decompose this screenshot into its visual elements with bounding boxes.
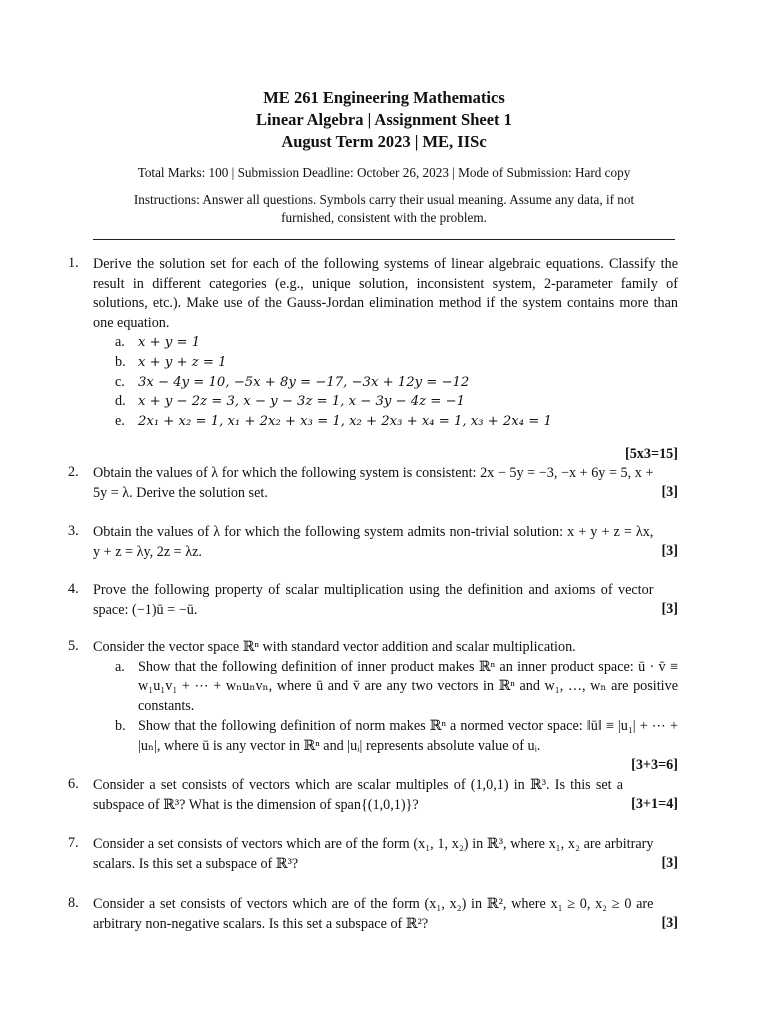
question-part [115, 333, 678, 353]
question-text: [3+1=4] Consider a set consists of vectors which are scalar multiples of (1,0,1) in ℝ³. Is this set a subspace of ℝ³? What is the dimension of span{(1,0,1)}? [93, 777, 678, 813]
part-text: x + y = 1 [138, 335, 201, 350]
question-4 [68, 581, 678, 620]
part-text: Show that the following definition of norm makes ℝⁿ a normed vector space: ‖ū‖ ≡ |u₁| + ⋯ + |uₙ|, where ū is any vector in ℝⁿ and |uᵢ| represents absolute value of uᵢ. [138, 717, 678, 754]
marks: [3] [661, 855, 678, 871]
question-part [115, 373, 678, 393]
part-text: x + y − 2z = 3, x − y − 3z = 1, x − 3y − 4z = −1 [138, 394, 465, 410]
term-title: August Term 2023 | ME, IISc [281, 132, 487, 151]
marks: [3] [661, 601, 678, 617]
part-text: x + y + z = 1 [138, 354, 227, 370]
marks: [3+3=6] [631, 757, 678, 774]
part-text: 3x − 4y = 10, −5x + 8y = −17, −3x + 12y = −12 [138, 374, 470, 390]
question-number: 2. [68, 464, 79, 480]
part-letter: e. [115, 413, 125, 430]
question-number: 5. [68, 638, 79, 654]
part-text: 2x₁ + x₂ = 1, x₁ + 2x₂ + x₃ = 1, x₂ + 2x₃ + x₄ = 1, x₃ + 2x₄ = 1 [138, 414, 552, 430]
sheet-title: Linear Algebra | Assignment Sheet 1 [256, 110, 512, 129]
part-letter: b. [115, 353, 126, 370]
part-letter: d. [115, 393, 126, 410]
question-part [115, 353, 678, 373]
question-text: Consider the vector space ℝⁿ with standard vector addition and scalar multiplication. [93, 639, 576, 655]
part-letter: c. [115, 373, 125, 390]
marks: [5x3=15] [624, 445, 678, 462]
question-part [115, 412, 678, 432]
question-text: [3] Consider a set consists of vectors which are of the form (x₁, 1, x₂) in ℝ³, where x₁, x₂ are arbitrary scalars. Is this set a subspace of ℝ³? [93, 836, 678, 872]
course-title: ME 261 Engineering Mathematics [263, 88, 505, 107]
marks: [3+1=4] [631, 796, 678, 812]
question-6 [68, 776, 678, 815]
question-number: 1. [68, 255, 79, 271]
part-letter: a. [115, 334, 125, 350]
question-number: 4. [68, 581, 79, 597]
question-text: Derive the solution set for each of the following systems of linear algebraic equations. Classify the result in different categories (e.g., unique solution, inconsistent system, 2-parameter family of solutions, etc.). Make use of the Gauss-Jordan elimination method if the system contains more than one equation. [93, 256, 678, 331]
marks: [3] [661, 915, 678, 931]
question-2 [68, 464, 678, 503]
question-text: [3] Obtain the values of λ for which the following system admits non-trivial solution: x + y + z = λx, y + z = λy, 2z = λz. [93, 524, 678, 560]
question-number: 7. [68, 835, 79, 851]
question-8 [68, 895, 678, 934]
question-part [115, 392, 678, 412]
question-text: [3] Obtain the values of λ for which the following system is consistent: 2x − 5y = −3, −x + 6y = 5, x + 5y = λ. Derive the solution set. [93, 465, 678, 501]
question-number: 8. [68, 895, 79, 911]
part-letter: a. [115, 658, 125, 675]
part-text: Show that the following definition of inner product makes ℝⁿ an inner product space: ū · v̄ ≡ w₁u₁v₁ + ⋯ + wₙuₙvₙ, where ū and v̄ are any two vectors in ℝⁿ and w₁, …, wₙ are positive constants. [138, 658, 678, 715]
question-text: [3] Prove the following property of scalar multiplication using the definition and axioms of vector space: (−1)ū = −ū. [93, 582, 678, 618]
question-part [115, 717, 678, 757]
question-part [115, 658, 678, 717]
question-1 [68, 255, 678, 464]
question-3 [68, 523, 678, 562]
marks: [3] [661, 543, 678, 559]
question-text: [3] Consider a set consists of vectors which are of the form (x₁, x₂) in ℝ², where x₁ ≥ 0, x₂ ≥ 0 are arbitrary non-negative scalars. Is this set a subspace of ℝ²? [93, 896, 678, 932]
instructions: Instructions: Answer all questions. Symbols carry their usual meaning. Assume any data, if not furnished, consistent with the problem. [133, 192, 635, 225]
part-letter: b. [115, 717, 126, 734]
marks: [3] [661, 484, 678, 500]
question-7 [68, 835, 678, 874]
header-divider [93, 239, 675, 240]
meta-line: Total Marks: 100 | Submission Deadline: October 26, 2023 | Mode of Submission: Hard copy [137, 165, 631, 180]
question-number: 6. [68, 776, 79, 792]
question-5 [68, 638, 678, 775]
question-number: 3. [68, 523, 79, 539]
